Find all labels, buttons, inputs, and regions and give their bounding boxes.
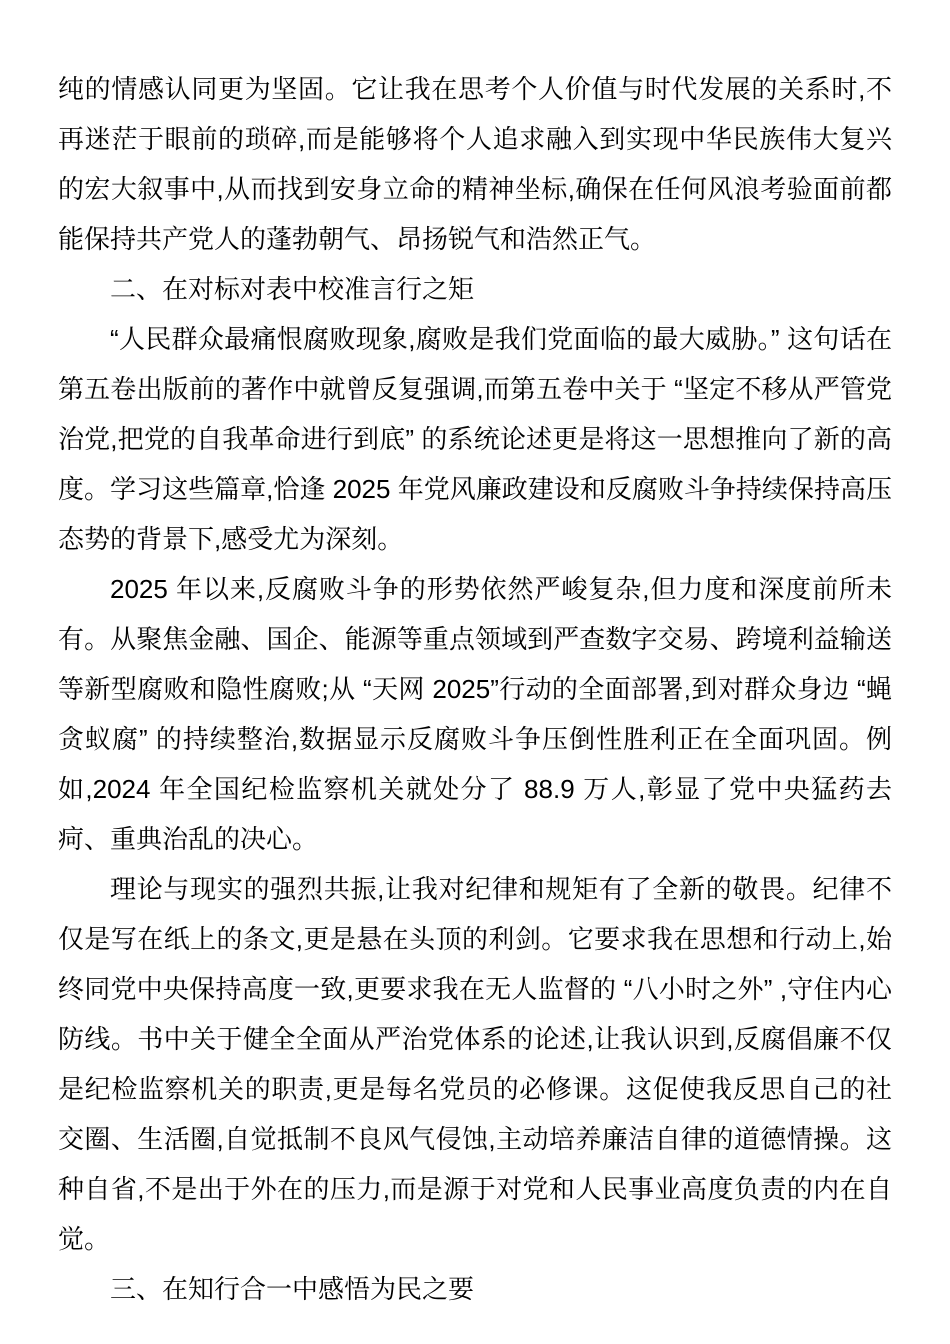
document-body xyxy=(58,64,892,1314)
paragraph-continuation: 纯的情感认同更为坚固。它让我在思考个人价值与时代发展的关系时,不再迷茫于眼前的琐碎,而是能够将个人追求融入到实现中华民族伟大复兴的宏大叙事中,从而找到安身立命的精神坐标,确保在任何风浪考验面前都能保持共产党人的蓬勃朝气、昂扬锐气和浩然正气。 xyxy=(58,74,892,254)
paragraph-corruption-quote: “人民群众最痛恨腐败现象,腐败是我们党面临的最大威胁。” 这句话在第五卷出版前的著作中就曾反复强调,而第五卷中关于 “坚定不移从严管党治党,把党的自我革命进行到底” 的系统论述更是将这一思想推向了新的高度。学习这些篇章,恰逢 2025 年党风廉政建设和反腐败斗争持续保持高压态势的背景下,感受尤为深刻。 xyxy=(58,324,892,554)
section-heading-3: 三、在知行合一中感悟为民之要 xyxy=(110,1274,475,1304)
section-heading-2: 二、在对标对表中校准言行之矩 xyxy=(110,274,475,304)
paragraph-discipline-reflection: 理论与现实的强烈共振,让我对纪律和规矩有了全新的敬畏。纪律不仅是写在纸上的条文,更是悬在头顶的利剑。它要求我在思想和行动上,始终同党中央保持高度一致,更要求我在无人监督的 “八小时之外” ,守住内心防线。书中关于健全全面从严治党体系的论述,让我认识到,反腐倡廉不仅是纪检监察机关的职责,更是每名党员的必修课。这促使我反思自己的社交圈、生活圈,自觉抵制不良风气侵蚀,主动培养廉洁自律的道德情操。这种自省,不是出于外在的压力,而是源于对党和人民事业高度负责的内在自觉。 xyxy=(58,874,892,1254)
paragraph-2025-anticorruption: 2025 年以来,反腐败斗争的形势依然严峻复杂,但力度和深度前所未有。从聚焦金融、国企、能源等重点领域到严查数字交易、跨境利益输送等新型腐败和隐性腐败;从 “天网 2025”行动的全面部署,到对群众身边 “蝇贪蚁腐” 的持续整治,数据显示反腐败斗争压倒性胜利正在全面巩固。例如,2024 年全国纪检监察机关就处分了 88.9 万人,彰显了党中央猛药去疴、重典治乱的决心。 xyxy=(58,574,892,854)
